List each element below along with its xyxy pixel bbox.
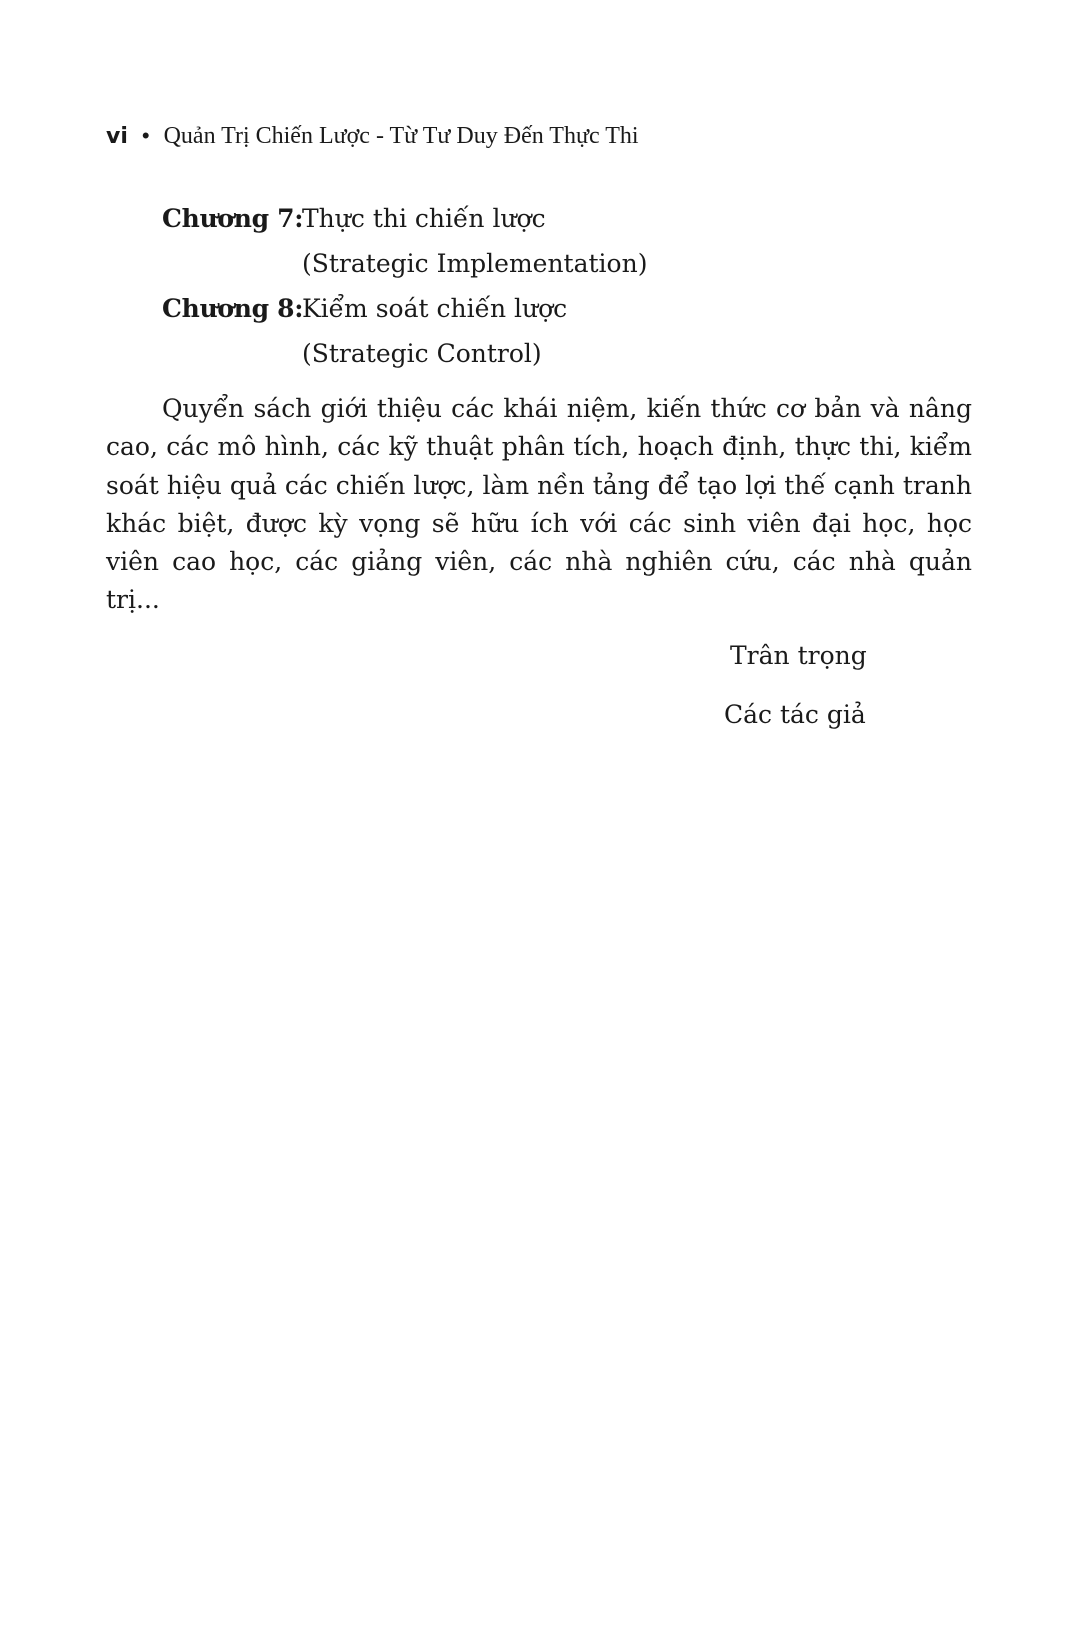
chapter-subtitle: (Strategic Implementation): [302, 249, 648, 278]
chapter-item-8: [162, 286, 962, 376]
running-title: Quản Trị Chiến Lược - Từ Tư Duy Đến Thực Thi: [163, 123, 639, 149]
chapter-item-7: [162, 196, 962, 286]
closing-regards: Trân trọng: [730, 641, 867, 670]
page-header: [106, 123, 639, 155]
chapter-title: Thực thi chiến lược: [302, 204, 546, 233]
closing-authors: Các tác giả: [724, 700, 866, 729]
header-bullet: •: [141, 123, 150, 148]
body-paragraph: Quyển sách giới thiệu các khái niệm, kiến thức cơ bản và nâng cao, các mô hình, các kỹ thuật phân tích, hoạch định, thực thi, kiểm soát hiệu quả các chiến lược, làm nền tảng để tạo lợi thế cạnh tranh khác biệt, được kỳ vọng sẽ hữu ích với các sinh viên đại học, học viên cao học, các giảng viên, các nhà nghiên cứu, các nhà quản trị...: [106, 394, 972, 615]
page-number: vi: [106, 124, 128, 149]
chapter-list: [162, 196, 962, 376]
chapter-title: Kiểm soát chiến lược: [302, 294, 568, 323]
chapter-subtitle: (Strategic Control): [302, 339, 542, 368]
chapter-label: Chương 7:: [162, 204, 304, 233]
chapter-label: Chương 8:: [162, 294, 304, 323]
